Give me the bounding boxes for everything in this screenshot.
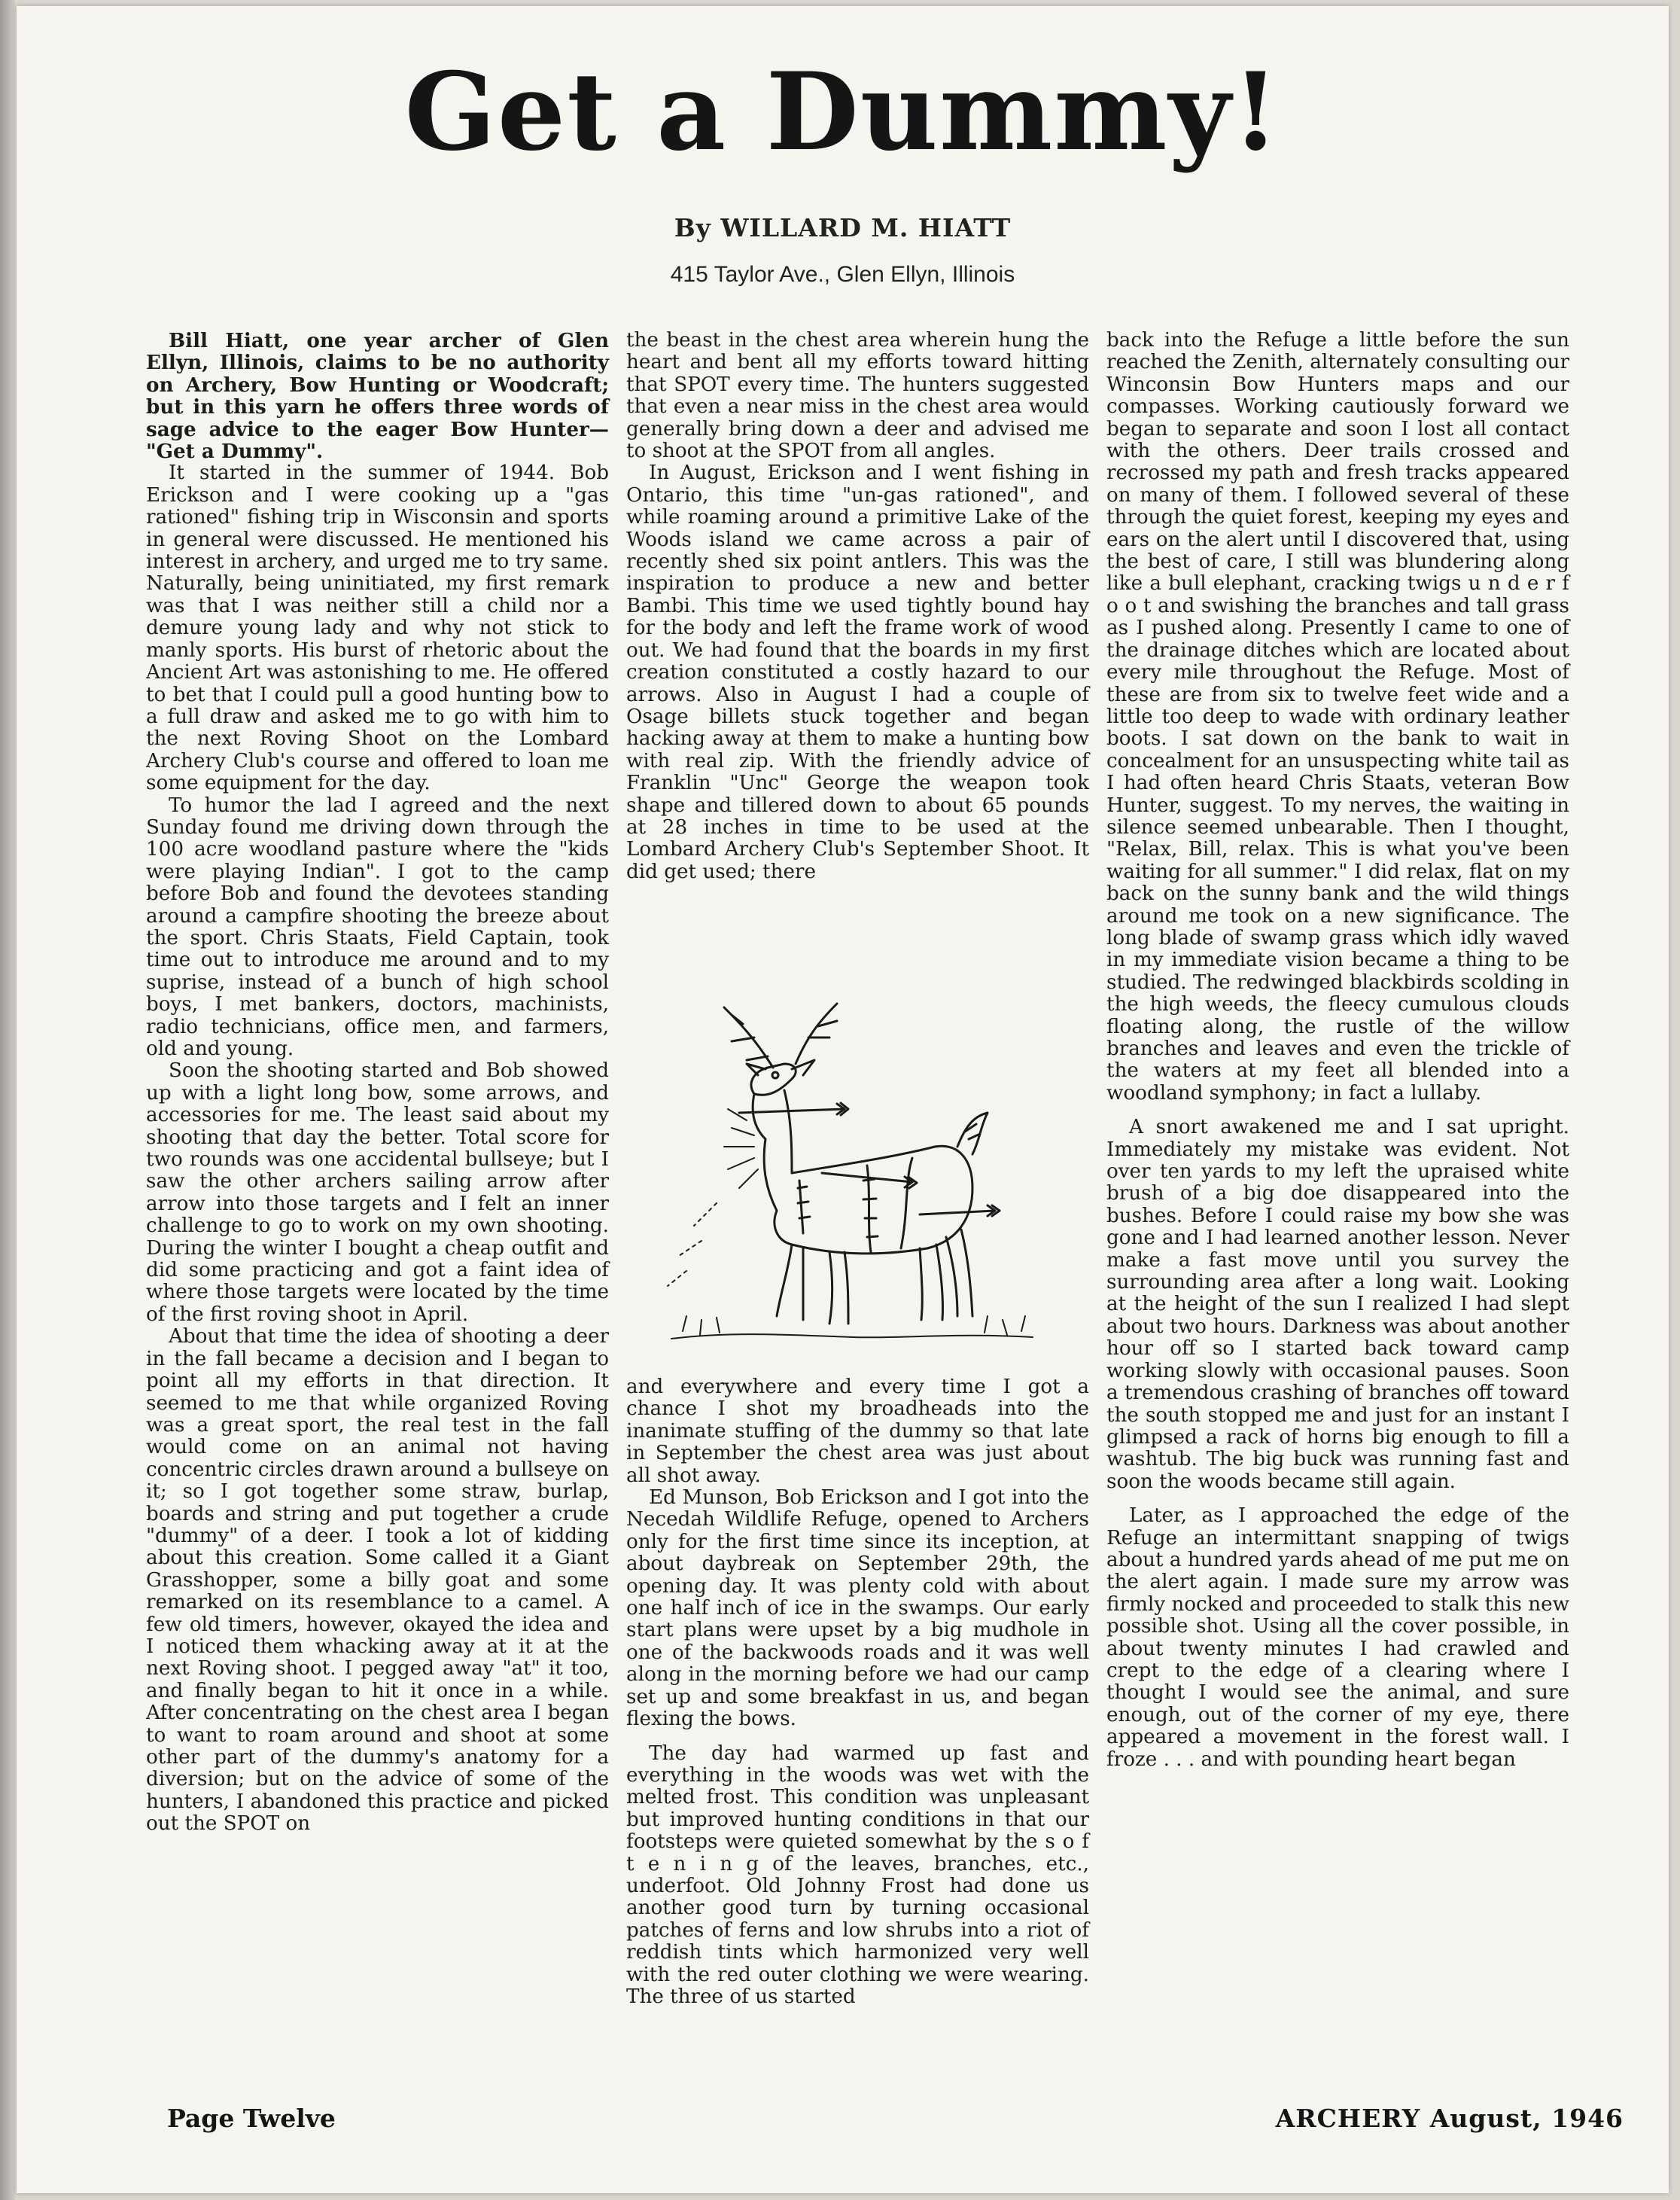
author-address: 415 Taylor Ave., Glen Ellyn, Illinois — [670, 262, 1015, 287]
paragraph: Soon the shooting started and Bob showed up with a light long bow, some arrows, and accessories for me. The least said about my shooting that day the better. Total score for two rounds was one accidental bullseye; but I saw the other archers sailing arrow after arrow into those targets and I felt an inner challenge to go to work on my own shooting. During the winter I bought a cheap outfit and did some practicing and got a faint idea of where those targets were located by the time of the first roving shoot in April. — [146, 1059, 609, 1326]
paragraph: In August, Erickson and I went fishing in Ontario, this time "un-gas rationed", and while roaming around a primitive Lake of the Woods island we came across a pair of recently shed six point antlers. This was the inspiration to produce a new and better Bambi. This time we used tightly bound hay for the body and left the frame work of wood out. We had found that the boards in my first creation constituted a costly hazard to our arrows. Also in August I had a couple of Osage billets stuck together and began hacking away at them to make a hunting bow with real zip. With the friendly advice of Franklin "Unc" George the weapon took shape and tillered down to about 65 pounds at 28 inches in time to be used at the Lombard Archery Club's September Shoot. It did get used; there — [626, 462, 1089, 883]
paragraph: back into the Refuge a little before the sun reached the Zenith, alternately consulting our Winconsin Bow Hunters maps and our compasses. Working cautiously forward we began to separate and soon I lost all contact with the others. Deer trails crossed and recrossed my path and fresh tracks appeared on many of them. I followed several of these through the quiet forest, keeping my eyes and ears on the alert until I discovered that, using the best of care, I still was blundering along like a bull elephant, cracking twigs u n d e r f o o t and swishing the branches and tall grass as I pushed along. Presently I came to one of the drainage ditches which are located about every mile throughout the Refuge. Most of these are from six to twelve feet wide and a little too deep to wade with ordinary leather boots. I sat down on the bank to wait in concealment for an unsuspecting white tail as I had often heard Chris Staats, veteran Bow Hunter, suggest. To my nerves, the waiting in silence seemed unbearable. Then I thought, "Relax, Bill, relax. This is what you've been waiting for all summer." I did relax, flat on my back on the sunny bank and the wild things around me took on a new significance. The long blade of swamp grass which idly waved in my immediate vision became a thing to be studied. The redwinged blackbirds scolding in the high weeds, the fleecy cumulous clouds floating along, the rustle of the willow branches and leaves and even the trickle of the waters at my feet all blended into a woodland symphony; in fact a lullaby. — [1106, 329, 1569, 1105]
column-3 — [1106, 330, 1569, 1771]
paragraph: the beast in the chest area wherein hung the heart and bent all my efforts toward hitting that SPOT every time. The hunters suggested that even a near miss in the chest area would generally bring down a deer and advised me to shoot at the SPOT from all angles. — [626, 329, 1089, 463]
column-2-continued — [626, 1376, 1089, 2008]
binding-edge — [0, 0, 15, 2200]
article-byline: By WILLARD M. HIATT — [674, 213, 1012, 242]
paragraph: Later, as I approached the edge of the Refuge an intermittant snapping of twigs about a hundred yards ahead of me put me on the alert again. I made sure my arrow was firmly nocked and proceeded to stalk this new possible shot. Using all the cover possible, in about twenty minutes I had crawled and crept to the edge of a clearing where I thought I would see the animal, and sure enough, out of the corner of my eye, there appeared a movement in the forest wall. I froze . . . and with pounding heart began — [1106, 1504, 1569, 1771]
column-1 — [146, 330, 609, 1836]
article-title: Get a Dummy! — [404, 50, 1281, 175]
paragraph: Ed Munson, Bob Erickson and I got into the Necedah Wildlife Refuge, opened to Archers only for the first time since its inception, at about daybreak on September 29th, the opening day. It was plenty cold with about one half inch of ice in the swamps. Our early start plans were upset by a big mudhole in one of the backwoods roads and it was well along in the morning before we had our camp set up and some breakfast in us, and began flexing the bows. — [626, 1486, 1089, 1731]
magazine-page — [17, 6, 1669, 2193]
deer-dummy-with-arrows-drawing — [641, 985, 1085, 1354]
intro-paragraph: Bill Hiatt, one year archer of Glen Ellyn, Illinois, claims to be no authority on Archery, Bow Hunting or Woodcraft; but in this yarn he offers three words of sage advice to the eager Bow Hunter— "Get a Dummy". — [146, 329, 609, 464]
column-2 — [626, 330, 1089, 883]
paragraph: It started in the summer of 1944. Bob Erickson and I were cooking up a "gas rationed" fishing trip in Wisconsin and sports in general were discussed. He mentioned his interest in archery, and urged me to try same. Naturally, being uninitiated, my first remark was that I was neither still a child nor a demure young lady and why not stick to manly sports. His burst of rhetoric about the Ancient Art was astonishing to me. He offered to bet that I could pull a good hunting bow to a full draw and asked me to go with him to the next Roving Shoot on the Lombard Archery Club's course and offered to loan me some equipment for the day. — [146, 462, 609, 795]
paragraph: A snort awakened me and I sat upright. Immediately my mistake was evident. Not over ten yards to my left the upraised white brush of a big doe disappeared into the bushes. Before I could raise my bow she was gone and I had learned another lesson. Never make a fast move until you survey the surrounding area after a long wait. Looking at the height of the sun I realized I had slept about two hours. Darkness was about another hour off so I started back toward camp working slowly with occasional pauses. Soon a tremendous crashing of branches off toward the south stopped me and just for an instant I glimpsed a rack of horns big enough to fill a washtub. The big buck was running fast and soon the woods became still again. — [1106, 1116, 1569, 1493]
publication-issue: ARCHERY August, 1946 — [1275, 2104, 1624, 2133]
paragraph: About that time the idea of shooting a deer in the fall became a decision and I began to point all my efforts in that direction. It seemed to me that while organized Roving was a great sport, the real test in the fall would come on an animal not having concentric circles drawn around a bullseye on it; so I got together some straw, burlap, boards and string and put together a crude "dummy" of a deer. I took a lot of kidding about this creation. Some called it a Giant Grasshopper, some a billy goat and some remarked on its resemblance to a camel. A few old timers, however, okayed the idea and I noticed them whacking away at it at the next Roving shoot. I pegged away "at" it too, and finally began to hit it once in a while. After concentrating on the chest area I began to want to roam around and shoot at some other part of the dummy's anatomy for a diversion; but on the advice of some of the hunters, I abandoned this practice and picked out the SPOT on — [146, 1325, 609, 1836]
paragraph: To humor the lad I agreed and the next Sunday found me driving down through the 100 acre woodland pasture where the "kids were playing Indian". I got to the camp before Bob and found the devotees standing around a campfire shooting the breeze about the sport. Chris Staats, Field Captain, took time out to introduce me around and to my suprise, instead of a bunch of high school boys, I met bankers, doctors, machinists, radio technicians, office men, and farmers, old and young. — [146, 794, 609, 1060]
paragraph: The day had warmed up fast and everything in the woods was wet with the melted frost. This condition was unpleasant but improved hunting conditions in that our footsteps were quieted somewhat by the s o f t e n i n g of the leaves, branches, etc., underfoot. Old Johnny Frost had done us another good turn by turning occasional patches of ferns and low shrubs into a riot of reddish tints which harmonized very well with the red outer clothing we were wearing. The three of us started — [626, 1741, 1089, 2008]
paragraph: and everywhere and every time I got a chance I shot my broadheads into the inanimate stuffing of the dummy so that late in September the chest area was just about all shot away. — [626, 1376, 1089, 1487]
page-number: Page Twelve — [167, 2104, 336, 2133]
